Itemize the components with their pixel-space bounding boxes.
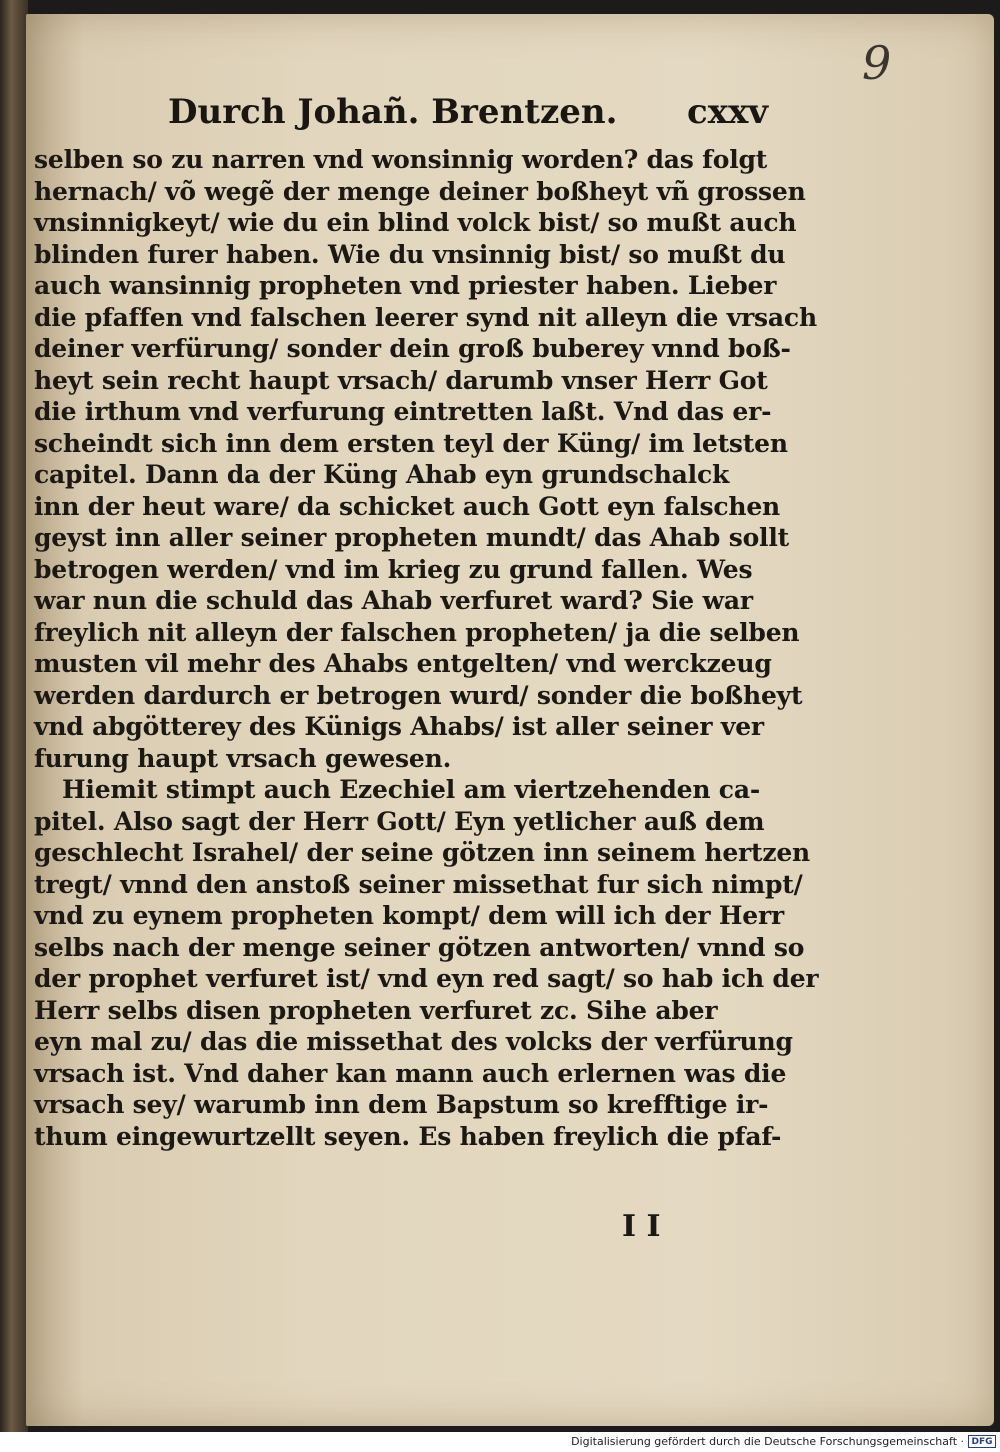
book-page xyxy=(26,14,994,1426)
text-line: auch wansinnig propheten vnd priester haben. Lieber xyxy=(34,271,777,300)
text-line: vrsach sey/ warumb inn dem Bapstum so krefftige ir- xyxy=(34,1090,769,1119)
text-line: vnd abgötterey des Künigs Ahabs/ ist aller seiner ver xyxy=(34,712,764,741)
text-line: geschlecht Israhel/ der seine götzen inn seinem hertzen xyxy=(34,838,811,867)
text-line: inn der heut ware/ da schicket auch Gott eyn falschen xyxy=(34,491,781,521)
text-line: Herr selbs disen propheten verfuret zc. Sihe aber xyxy=(34,995,718,1025)
text-line: tregt/ vnnd den anstoß seiner missethat fur sich nimpt/ xyxy=(34,869,803,899)
text-line: pitel. Also sagt der Herr Gott/ Eyn yetlicher auß dem xyxy=(34,806,765,836)
text-line: musten vil mehr des Ahabs entgelten/ vnd werckzeug xyxy=(34,649,772,678)
running-head-page-number: cxxv xyxy=(687,92,768,132)
running-head-title: Durch Johañ. Brentzen. xyxy=(168,92,618,132)
signature-mark: I I xyxy=(622,1209,661,1244)
text-line: Hiemit stimpt auch Ezechiel am viertzehenden ca- xyxy=(62,775,760,804)
text-line: scheindt sich inn dem ersten teyl der Küng/ im letsten xyxy=(34,428,788,458)
text-line: capitel. Dann da der Küng Ahab eyn grundschalck xyxy=(34,460,730,489)
book-spine-edge xyxy=(0,0,28,1432)
text-line: geyst inn aller seiner propheten mundt/ das Ahab sollt xyxy=(34,523,789,552)
text-line: die irthum vnd verfurung eintretten laßt. Vnd das er- xyxy=(34,397,772,426)
text-line: blinden furer haben. Wie du vnsinnig bist/ so mußt du xyxy=(34,239,786,269)
text-line: die pfaffen vnd falschen leerer synd nit alleyn die vrsach xyxy=(34,302,817,332)
digitization-footer xyxy=(0,1432,1000,1452)
text-line: hernach/ võ wegẽ der menge deiner boßheyt vñ grossen xyxy=(34,176,806,206)
body-text xyxy=(34,144,819,1152)
handwritten-folio-number: 9 xyxy=(862,36,892,90)
text-line: freylich nit alleyn der falschen propheten/ ja die selben xyxy=(34,617,800,647)
text-line: vnsinnigkeyt/ wie du ein blind volck bist/ so mußt auch xyxy=(34,208,797,237)
text-line: vnd zu eynem propheten kompt/ dem will ich der Herr xyxy=(34,901,784,930)
text-line: werden dardurch er betrogen wurd/ sonder die boßheyt xyxy=(34,680,803,710)
text-line: eyn mal zu/ das die missethat des volcks der verfürung xyxy=(34,1027,793,1056)
dfg-logo: DFG xyxy=(968,1435,996,1448)
text-line: selben so zu narren vnd wonsinnig worden? das folgt xyxy=(34,145,768,174)
text-line: heyt sein recht haupt vrsach/ darumb vnser Herr Got xyxy=(34,365,768,395)
text-line: deiner verfürung/ sonder dein groß buberey vnnd boß- xyxy=(34,334,791,363)
text-line: furung haupt vrsach gewesen. xyxy=(34,743,452,773)
text-line: betrogen werden/ vnd im krieg zu grund fallen. Wes xyxy=(34,554,753,584)
footer-credit-text: Digitalisierung gefördert durch die Deutsche Forschungsgemeinschaft · xyxy=(571,1435,964,1448)
text-line: der prophet verfuret ist/ vnd eyn red sagt/ so hab ich der xyxy=(34,964,819,993)
running-head xyxy=(168,92,768,142)
text-line: war nun die schuld das Ahab verfuret ward? Sie war xyxy=(34,586,753,615)
text-line: thum eingewurtzellt seyen. Es haben freylich die pfaf- xyxy=(34,1121,782,1151)
text-line: vrsach ist. Vnd daher kan mann auch erlernen was die xyxy=(34,1058,787,1088)
text-line: selbs nach der menge seiner götzen antworten/ vnnd so xyxy=(34,932,805,962)
